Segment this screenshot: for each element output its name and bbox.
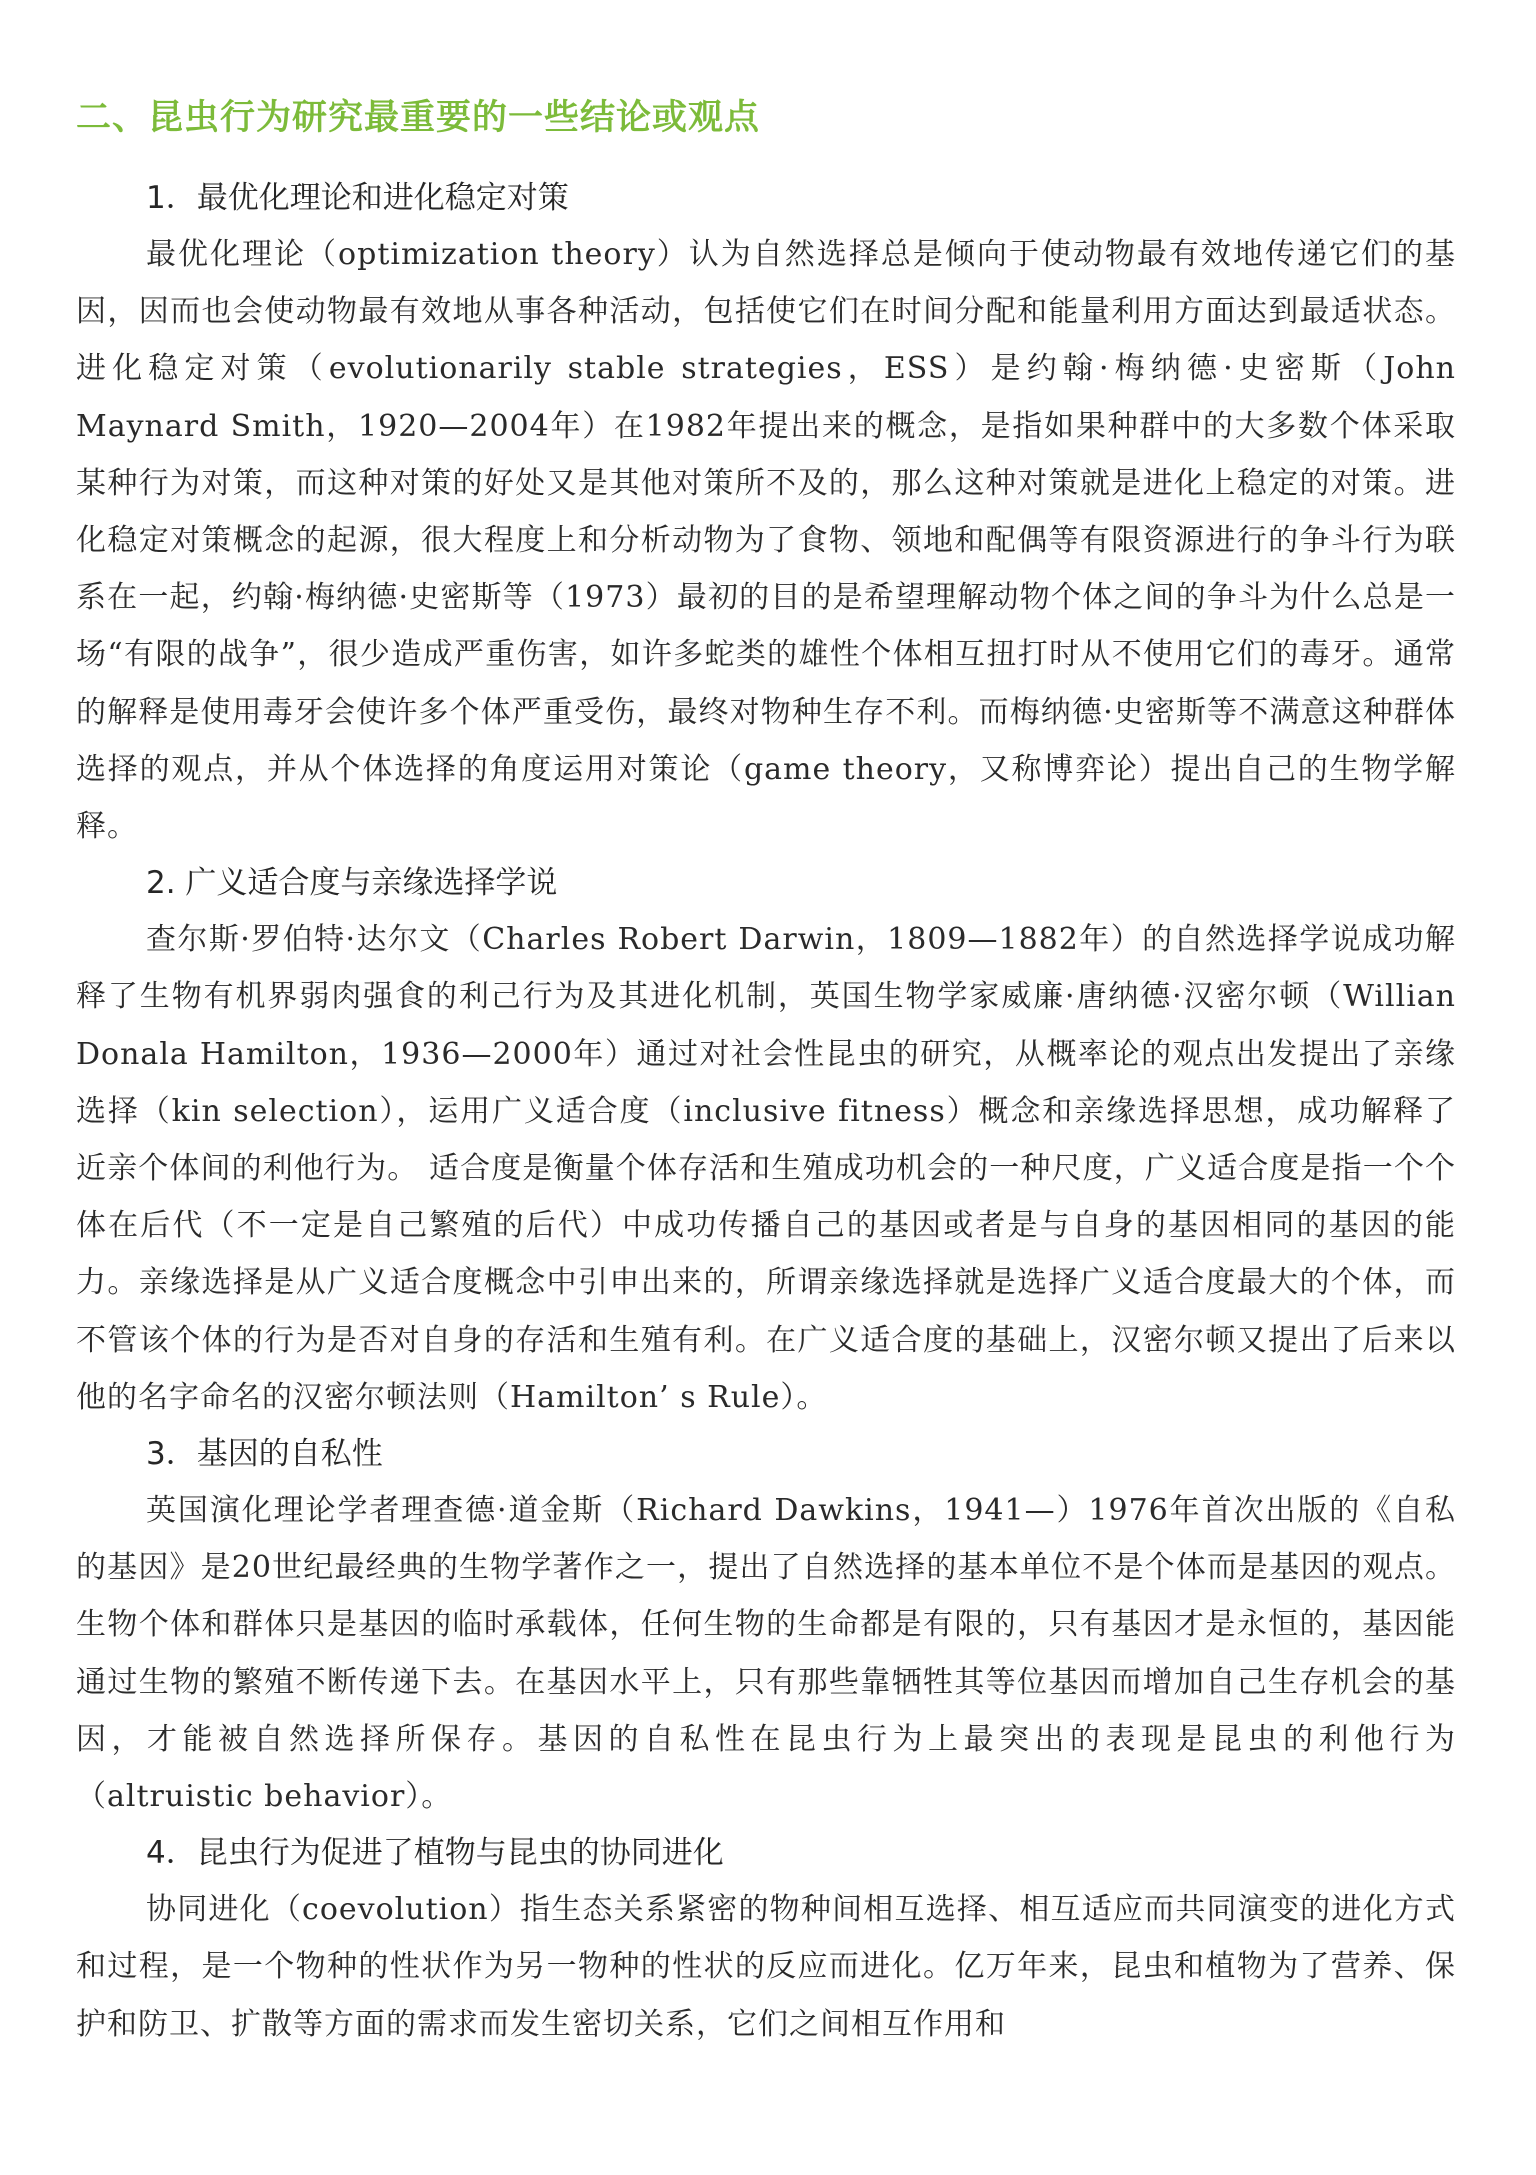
section-paragraph: 协同进化（coevolution）指生态关系紧密的物种间相互选择、相互适应而共同演变的进化方式和过程，是一个物种的性状作为另一物种的性状的反应而进化。亿万年来，昆虫和植物为了营养、保护和防卫、扩散等方面的需求而发生密切关系，它们之间相互作用和 [76, 1892, 1456, 2042]
section-heading: 4．昆虫行为促进了植物与昆虫的协同进化 [146, 1835, 724, 1872]
section-4 [76, 1825, 1456, 2053]
document-page [76, 96, 1456, 2053]
section-paragraph: 查尔斯·罗伯特·达尔文（Charles Robert Darwin，1809—1882年）的自然选择学说成功解释了生物有机界弱肉强食的利己行为及其进化机制，英国生物学家威廉·唐纳德·汉密尔顿（Willian Donala Hamilton，1936—2000年）通过对社会性昆虫的研究，从概率论的观点出发提出了亲缘选择（kin selection），运用广义适合度（inclusive fitness）概念和亲缘选择思想，成功解释了近亲个体间的利他行为。 适合度是衡量个体存活和生殖成功机会的一种尺度，广义适合度是指一个个体在后代（不一定是自己繁殖的后代）中成功传播自己的基因或者是与自身的基因相同的基因的能力。亲缘选择是从广义适合度概念中引申出来的，所谓亲缘选择就是选择广义适合度最大的个体，而不管该个体的行为是否对自身的存活和生殖有利。在广义适合度的基础上，汉密尔顿又提出了后来以他的名字命名的汉密尔顿法则（Hamilton’ s Rule）。 [76, 922, 1456, 1415]
section-paragraph: 英国演化理论学者理查德·道金斯（Richard Dawkins，1941—）1976年首次出版的《自私的基因》是20世纪最经典的生物学著作之一，提出了自然选择的基本单位不是个体而是基因的观点。生物个体和群体只是基因的临时承载体，任何生物的生命都是有限的，只有基因才是永恒的，基因能通过生物的繁殖不断传递下去。在基因水平上，只有那些靠牺牲其等位基因而增加自己生存机会的基因，才能被自然选择所保存。基因的自私性在昆虫行为上最突出的表现是昆虫的利他行为（altruistic behavior）。 [76, 1493, 1456, 1815]
section-paragraph: 最优化理论（optimization theory）认为自然选择总是倾向于使动物最有效地传递它们的基因，因而也会使动物最有效地从事各种活动，包括使它们在时间分配和能量利用方面达到最适状态。进化稳定对策（evolutionarily stable strategies，ESS）是约翰·梅纳德·史密斯（John Maynard Smith，1920—2004年）在1982年提出来的概念，是指如果种群中的大多数个体采取某种行为对策，而这种对策的好处又是其他对策所不及的，那么这种对策就是进化上稳定的对策。进化稳定对策概念的起源，很大程度上和分析动物为了食物、领地和配偶等有限资源进行的争斗行为联系在一起，约翰·梅纳德·史密斯等（1973）最初的目的是希望理解动物个体之间的争斗为什么总是一场“有限的战争”，很少造成严重伤害，如许多蛇类的雄性个体相互扭打时从不使用它们的毒牙。通常的解释是使用毒牙会使许多个体严重受伤，最终对物种生存不利。而梅纳德·史密斯等不满意这种群体选择的观点，并从个体选择的角度运用对策论（game theory，又称博弈论）提出自己的生物学解释。 [76, 237, 1456, 845]
section-heading: 2. 广义适合度与亲缘选择学说 [146, 865, 558, 902]
section-heading: 3．基因的自私性 [146, 1436, 383, 1473]
section-2 [76, 855, 1456, 1426]
section-1 [76, 170, 1456, 855]
section-3 [76, 1426, 1456, 1825]
section-heading: 1．最优化理论和进化稳定对策 [146, 180, 569, 216]
chapter-heading: 二、昆虫行为研究最重要的一些结论或观点 [76, 98, 761, 138]
